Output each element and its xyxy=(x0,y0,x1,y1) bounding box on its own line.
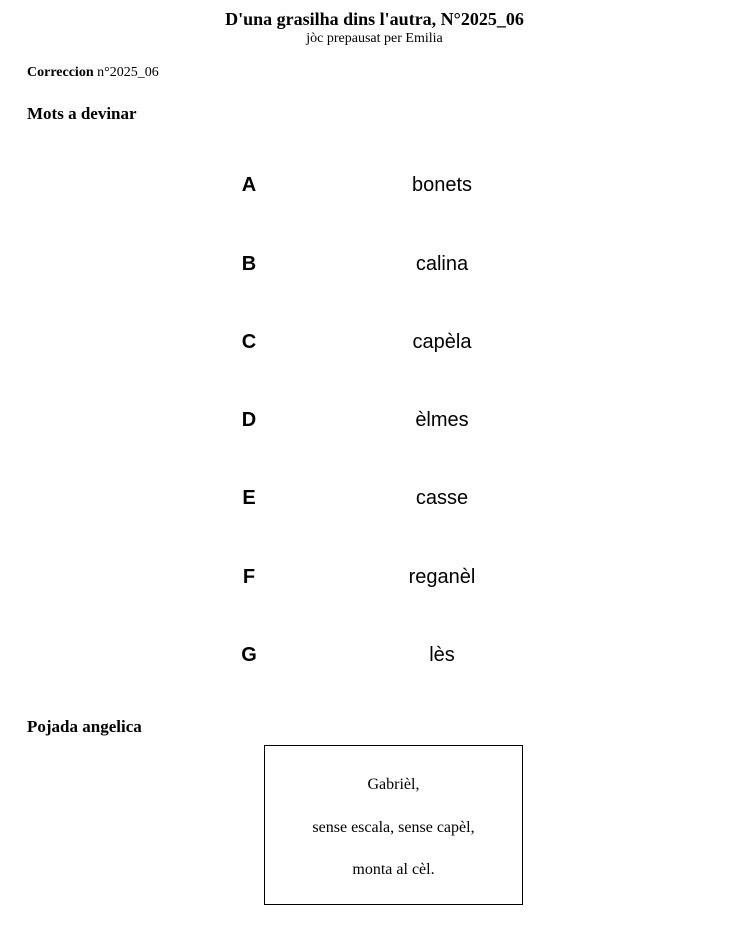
poem-line: Gabrièl, xyxy=(367,776,420,793)
poem-box xyxy=(264,745,523,905)
word-row-e xyxy=(0,483,749,513)
word-answer: lès xyxy=(429,644,455,666)
poem-line: monta al cèl. xyxy=(352,861,435,878)
word-letter: A xyxy=(241,174,257,196)
word-letter: B xyxy=(241,253,257,275)
word-answer: èlmes xyxy=(415,409,469,431)
word-letter: C xyxy=(241,331,257,353)
page-subtitle: jòc prepausat per Emilia xyxy=(306,31,443,46)
page-title: D'una grasilha dins l'autra, N°2025_06 xyxy=(225,9,524,29)
word-answer: bonets xyxy=(411,174,473,196)
word-letter: G xyxy=(241,644,257,666)
correction-line xyxy=(27,64,159,82)
word-row-f xyxy=(0,562,749,592)
poem-line: sense escala, sense capèl, xyxy=(312,819,475,836)
correction-label: Correccion xyxy=(27,65,94,80)
word-row-g xyxy=(0,640,749,670)
correction-number: n°2025_06 xyxy=(93,65,159,80)
word-answer: calina xyxy=(415,253,469,275)
word-letter: E xyxy=(242,487,256,509)
word-answer: reganèl xyxy=(408,566,476,588)
words-section-heading: Mots a devinar xyxy=(27,104,137,123)
word-row-b xyxy=(0,249,749,279)
word-answer: capèla xyxy=(412,331,472,353)
word-letter: F xyxy=(242,566,256,588)
word-answer: casse xyxy=(415,487,469,509)
word-letter: D xyxy=(241,409,257,431)
word-row-c xyxy=(0,327,749,357)
word-row-d xyxy=(0,405,749,435)
word-row-a xyxy=(0,170,749,200)
pojada-section-heading: Pojada angelica xyxy=(27,717,142,736)
